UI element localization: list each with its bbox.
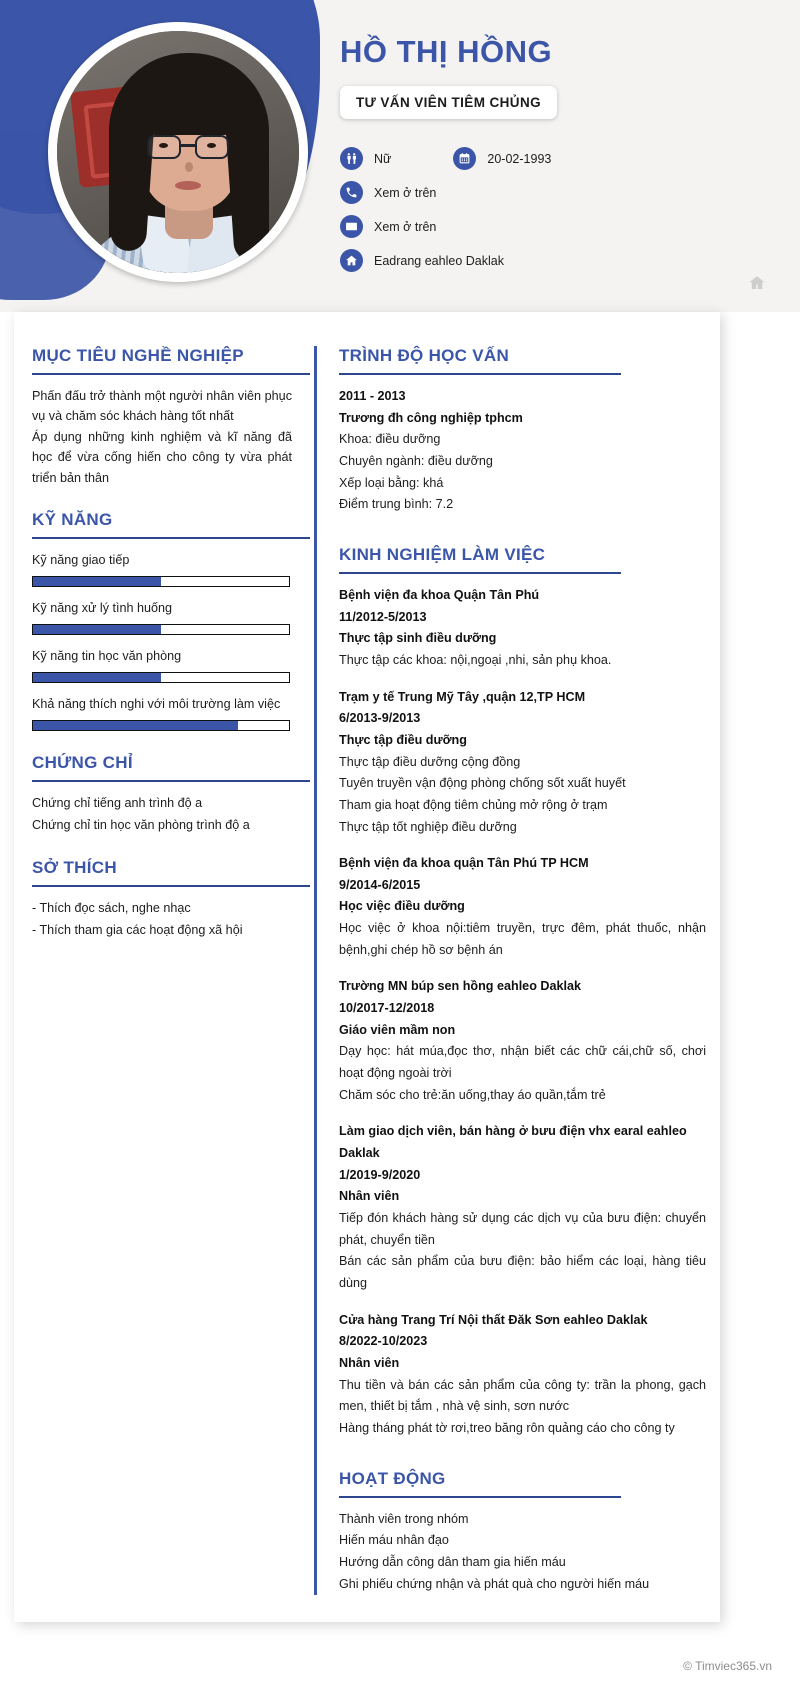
experience-duty: Thực tập các khoa: nội,ngoại ,nhi, sản phụ khoa.: [339, 652, 612, 667]
divider: [339, 572, 621, 574]
contact-email-value: Xem ở trên: [374, 219, 437, 234]
experience-entry: [339, 976, 706, 1106]
experience-duty: Thu tiền và bán các sản phẩm của công ty: trần la phong, gạch men, thiết bị tắm , nhà vệ sinh, sơn nước: [339, 1377, 706, 1414]
cv-body-card: [14, 312, 720, 1622]
experience-period: 9/2014-6/2015: [339, 877, 421, 892]
skill-label: Kỹ năng xử lý tình huống: [32, 600, 173, 615]
experience-entry: [339, 1310, 706, 1440]
left-column: [14, 346, 314, 1595]
certificate-item: Chứng chỉ tiếng anh trình độ a: [32, 795, 203, 810]
skill-progress-bar: [32, 576, 290, 587]
skill-item: [32, 553, 292, 587]
experience-period: 10/2017-12/2018: [339, 1001, 435, 1016]
skill-item: [32, 601, 292, 635]
objective-paragraph-1: Phấn đấu trở thành một người nhân viên phục vụ và chăm sóc khách hàng tốt nhất: [32, 389, 292, 424]
contact-gender: [340, 147, 391, 170]
skill-progress-bar: [32, 624, 290, 635]
skill-label: Kỹ năng tin học văn phòng: [32, 648, 182, 663]
skill-label: Kỹ năng giao tiếp: [32, 552, 130, 567]
experience-company: Bệnh viện đa khoa quận Tân Phú TP HCM: [339, 856, 589, 871]
right-column: [314, 346, 720, 1595]
experience-position: Nhân viên: [339, 1189, 400, 1204]
skill-progress-fill: [33, 721, 238, 730]
footer-copyright: © Timviec365.vn: [683, 1659, 772, 1673]
experience-duty: Chăm sóc cho trẻ:ăn uống,thay áo quần,tắm trẻ: [339, 1087, 606, 1102]
section-heading-certificates: CHỨNG CHỈ: [32, 752, 133, 772]
contact-birthday: [453, 147, 551, 170]
contact-list: [340, 147, 780, 272]
experience-duty: Hàng tháng phát tờ rơi,treo băng rôn quảng cáo cho công ty: [339, 1420, 675, 1435]
contact-phone[interactable]: [340, 181, 436, 204]
experience-company: Làm giao dịch viên, bán hàng ở bưu điện vhx earal eahleo Daklak: [339, 1124, 687, 1161]
skill-progress-bar: [32, 720, 290, 731]
activity-item: Ghi phiếu chứng nhận và phát quà cho người hiến máu: [339, 1576, 650, 1591]
education-detail: Chuyên ngành: điều dưỡng: [339, 453, 493, 468]
education-detail: Khoa: điều dưỡng: [339, 432, 441, 447]
education-school: Trương đh công nghiệp tphcm: [339, 410, 523, 425]
header-text-block: [340, 34, 780, 283]
divider: [32, 373, 310, 375]
section-heading-education: TRÌNH ĐỘ HỌC VẤN: [339, 346, 510, 365]
section-heading-objective: MỤC TIÊU NGHỀ NGHIỆP: [32, 346, 244, 365]
section-heading-activities: HOẠT ĐỘNG: [339, 1468, 446, 1488]
experience-position: Nhân viên: [339, 1355, 400, 1370]
objective-paragraph-2: Áp dụng những kinh nghiệm và kĩ năng đã học để vừa cống hiến cho công ty vừa phát triển bản thân: [32, 429, 292, 485]
experience-entry: [339, 1121, 706, 1294]
contact-row-1: [340, 147, 780, 170]
hobby-item: - Thích đọc sách, nghe nhạc: [32, 901, 191, 916]
experience-duty: Tiếp đón khách hàng sử dụng các dịch vụ của bưu điện: chuyển phát, chuyển tiền: [339, 1211, 706, 1247]
skill-item: [32, 697, 292, 731]
divider: [32, 885, 310, 887]
contact-address: [340, 249, 504, 272]
certificate-item: Chứng chỉ tin học văn phòng trình độ a: [32, 817, 250, 832]
activity-item: Thành viên trong nhóm: [339, 1511, 469, 1526]
section-heading-hobbies: SỞ THÍCH: [32, 858, 117, 878]
calendar-icon: [453, 147, 476, 170]
divider: [32, 537, 310, 539]
contact-phone-value: Xem ở trên: [374, 185, 437, 200]
home-icon: [340, 249, 363, 272]
skill-item: [32, 649, 292, 683]
experience-period: 1/2019-9/2020: [339, 1167, 421, 1182]
page-title: HỒ THỊ HỒNG: [340, 34, 553, 69]
experience-entry: [339, 853, 706, 961]
contact-address-value: Eadrang eahleo Daklak: [374, 253, 504, 268]
experience-duty: Dạy học: hát múa,đọc thơ, nhận biết các chữ cái,chữ số, chơi hoạt động ngoài trời: [339, 1044, 706, 1081]
contact-row-3: [340, 215, 780, 238]
experience-entry: [339, 687, 706, 839]
experience-period: 6/2013-9/2013: [339, 711, 421, 726]
activity-item: Hiến máu nhân đạo: [339, 1533, 449, 1548]
experience-position: Thực tập điều dưỡng: [339, 732, 467, 747]
divider: [339, 373, 621, 375]
experience-entry: [339, 585, 706, 672]
cv-header: [0, 0, 800, 312]
phone-icon: [340, 181, 363, 204]
contact-gender-value: Nữ: [374, 151, 392, 166]
experience-duty: Tuyên truyền vận động phòng chống sốt xuất huyết: [339, 776, 626, 791]
education-entry: [339, 386, 706, 516]
education-detail: Điểm trung bình: 7.2: [339, 497, 454, 512]
education-period: 2011 - 2013: [339, 389, 406, 403]
skill-label: Khả năng thích nghi với môi trường làm việc: [32, 696, 281, 711]
experience-company: Trạm y tế Trung Mỹ Tây ,quận 12,TP HCM: [339, 689, 586, 704]
avatar-photo: [57, 31, 299, 273]
experience-period: 8/2022-10/2023: [339, 1334, 428, 1349]
experience-company: Cửa hàng Trang Trí Nội thất Đăk Sơn eahleo Daklak: [339, 1312, 648, 1327]
divider: [32, 780, 310, 782]
experience-period: 11/2012-5/2013: [339, 609, 427, 624]
experience-duty: Thực tập tốt nghiệp điều dưỡng: [339, 819, 517, 834]
experience-duty: Tham gia hoạt động tiêm chủng mở rộng ở trạm: [339, 797, 608, 812]
contact-row-4: [340, 249, 780, 272]
contact-birthday-value: 20-02-1993: [487, 151, 552, 166]
skill-progress-bar: [32, 672, 290, 683]
contact-row-2: [340, 181, 780, 204]
section-heading-experience: KINH NGHIỆM LÀM VIỆC: [339, 544, 546, 564]
experience-position: Học việc điều dưỡng: [339, 899, 465, 914]
gender-icon: [340, 147, 363, 170]
skill-progress-fill: [33, 673, 161, 682]
experience-position: Giáo viên mầm non: [339, 1022, 456, 1037]
hobby-item: - Thích tham gia các hoạt động xã hội: [32, 922, 243, 937]
skill-progress-fill: [33, 625, 161, 634]
experience-duty: Thực tập điều dưỡng cộng đồng: [339, 754, 521, 769]
section-heading-skills: KỸ NĂNG: [32, 509, 113, 529]
skill-progress-fill: [33, 577, 161, 586]
experience-position: Thực tập sinh điều dưỡng: [339, 631, 497, 646]
avatar: [48, 22, 308, 282]
experience-duty: Bán các sản phẩm của bưu điện: bảo hiểm các loại, hàng tiêu dùng: [339, 1254, 706, 1290]
envelope-icon: [340, 215, 363, 238]
divider: [339, 1496, 621, 1498]
experience-company: Bệnh viện đa khoa Quận Tân Phú: [339, 587, 540, 602]
activity-item: Hướng dẫn công dân tham gia hiến máu: [339, 1554, 566, 1569]
education-detail: Xếp loại bằng: khá: [339, 475, 444, 490]
contact-email[interactable]: [340, 215, 436, 238]
experience-duty: Học việc ở khoa nội:tiêm truyền, trực đêm, phát thuốc, nhận bệnh,ghi chép hồ sơ bệnh án: [339, 921, 706, 957]
job-title-badge: TƯ VẤN VIÊN TIÊM CHỦNG: [340, 86, 557, 119]
experience-company: Trường MN búp sen hồng eahleo Daklak: [339, 979, 581, 994]
